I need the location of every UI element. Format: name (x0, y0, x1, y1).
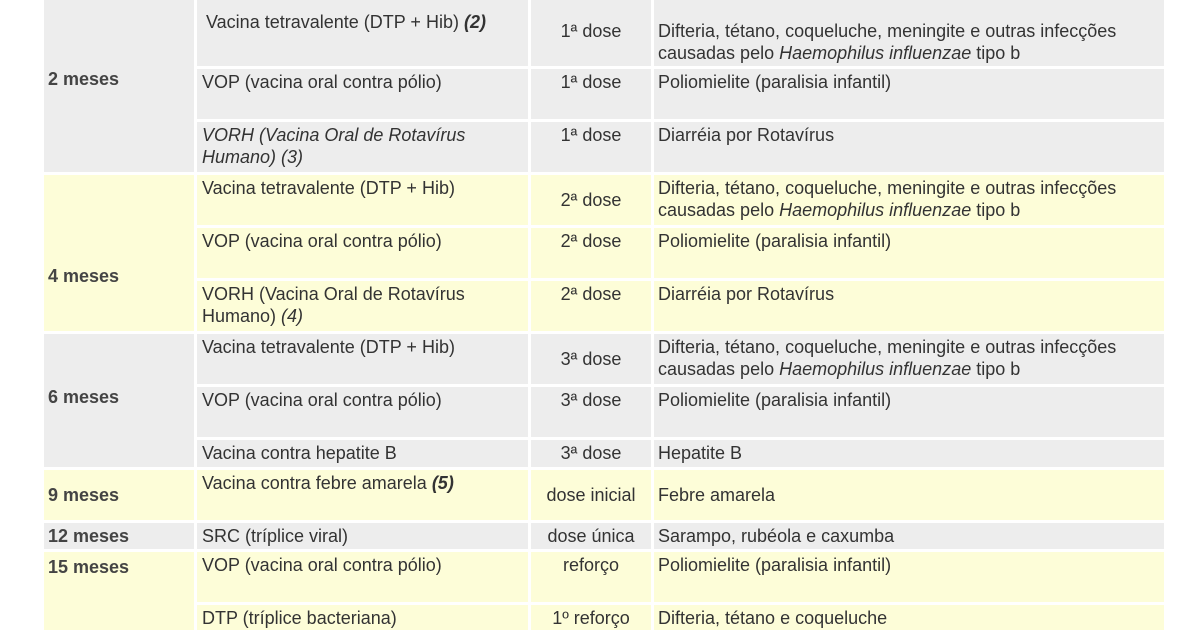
vaccine-footnote: (4) (281, 306, 304, 326)
vaccine-name: Vacina tetravalente (DTP + Hib) (206, 12, 459, 32)
disease-cell (654, 122, 1164, 172)
dose-label: 2ª dose (560, 231, 622, 251)
vaccine-cell (197, 387, 528, 437)
vaccine-name: VOP (vacina oral contra pólio) (202, 231, 442, 251)
vaccine-cell (197, 69, 528, 119)
vaccine-cell (197, 0, 528, 66)
vaccine-cell (197, 440, 528, 467)
dose-label: reforço (562, 555, 620, 575)
dose-cell (531, 228, 651, 278)
disease-text: Poliomielite (paralisia infantil) (658, 231, 892, 251)
pathogen-name: Haemophilus influenzae (779, 359, 972, 379)
vaccine-cell (197, 334, 528, 384)
vaccine-name: VOP (vacina oral contra pólio) (202, 555, 442, 575)
disease-text: Diarréia por Rotavírus (658, 125, 835, 145)
dose-cell (531, 122, 651, 172)
disease-cell (654, 281, 1164, 331)
vaccine-cell (197, 552, 528, 602)
dose-label: 3ª dose (560, 349, 622, 369)
disease-cell (654, 387, 1164, 437)
vaccine-name: Vacina contra hepatite B (202, 443, 397, 463)
disease-text: Poliomielite (paralisia infantil) (658, 555, 892, 575)
dose-cell (531, 281, 651, 331)
vaccine-name: SRC (tríplice viral) (202, 526, 349, 546)
vaccine-name: VOP (vacina oral contra pólio) (202, 390, 442, 410)
disease-cell (654, 228, 1164, 278)
dose-label: 3ª dose (560, 443, 622, 463)
dose-cell (531, 175, 651, 225)
age-label: 2 meses (48, 69, 120, 89)
disease-cell (654, 605, 1164, 630)
disease-cell (654, 440, 1164, 467)
age-label: 6 meses (48, 387, 120, 407)
vaccine-name: Vacina tetravalente (DTP + Hib) (202, 178, 455, 198)
vaccine-name: VORH (Vacina Oral de Rotavírus Humano) (3) (202, 125, 466, 167)
vaccine-name: VORH (Vacina Oral de Rotavírus Humano) (202, 284, 465, 326)
disease-text: Diarréia por Rotavírus (658, 284, 835, 304)
dose-label: 2ª dose (560, 190, 622, 210)
dose-label: 3ª dose (560, 390, 622, 410)
pathogen-name: Haemophilus influenzae (779, 43, 972, 63)
disease-text-suffix: tipo b (971, 43, 1021, 63)
disease-cell (654, 523, 1164, 549)
dose-label: dose inicial (546, 485, 636, 505)
vaccine-name: Vacina contra febre amarela (202, 473, 427, 493)
vaccine-footnote: (2) (463, 12, 486, 32)
dose-cell (531, 440, 651, 467)
dose-cell (531, 605, 651, 630)
disease-cell (654, 470, 1164, 520)
vaccine-cell (197, 523, 528, 549)
disease-text: Hepatite B (658, 443, 743, 463)
dose-cell (531, 470, 651, 520)
vaccine-cell (197, 470, 528, 520)
disease-text: Difteria, tétano, coqueluche, meningite e outras infecções causadas pelo (658, 21, 1117, 63)
dose-label: 1º reforço (552, 608, 630, 628)
vaccine-cell (197, 122, 528, 172)
age-cell (44, 0, 194, 172)
disease-cell (654, 175, 1164, 225)
age-label: 4 meses (48, 266, 120, 286)
age-label: 15 meses (48, 557, 130, 577)
age-cell (44, 552, 194, 630)
vaccine-cell (197, 228, 528, 278)
age-cell (44, 470, 194, 520)
vaccine-cell (197, 175, 528, 225)
dose-cell (531, 0, 651, 66)
vaccine-name: DTP (tríplice bacteriana) (202, 608, 397, 628)
pathogen-name: Haemophilus influenzae (779, 200, 972, 220)
disease-text: Difteria, tétano, coqueluche, meningite e outras infecções causadas pelo (658, 337, 1117, 379)
age-cell (44, 523, 194, 549)
disease-cell (654, 69, 1164, 119)
disease-text: Febre amarela (658, 485, 776, 505)
disease-text: Poliomielite (paralisia infantil) (658, 390, 892, 410)
dose-cell (531, 387, 651, 437)
age-label: 12 meses (48, 526, 130, 546)
dose-cell (531, 334, 651, 384)
dose-cell (531, 552, 651, 602)
dose-label: 1ª dose (560, 125, 622, 145)
disease-cell (654, 552, 1164, 602)
disease-text-suffix: tipo b (971, 200, 1021, 220)
vaccine-name: VOP (vacina oral contra pólio) (202, 72, 442, 92)
vaccine-cell (197, 605, 528, 630)
disease-text: Poliomielite (paralisia infantil) (658, 72, 892, 92)
dose-label: 1ª dose (560, 21, 622, 41)
disease-text: Difteria, tétano, coqueluche, meningite e outras infecções causadas pelo (658, 178, 1117, 220)
disease-cell (654, 0, 1164, 66)
vaccine-footnote: (5) (431, 473, 454, 493)
vaccine-name: Vacina tetravalente (DTP + Hib) (202, 337, 455, 357)
disease-text: Sarampo, rubéola e caxumba (658, 526, 895, 546)
age-label: 9 meses (48, 485, 120, 505)
disease-text-suffix: tipo b (971, 359, 1021, 379)
dose-label: 2ª dose (560, 284, 622, 304)
dose-label: 1ª dose (560, 72, 622, 92)
disease-cell (654, 334, 1164, 384)
dose-label: dose única (547, 526, 635, 546)
dose-cell (531, 523, 651, 549)
age-cell (44, 334, 194, 467)
age-cell (44, 175, 194, 331)
dose-cell (531, 69, 651, 119)
vaccine-cell (197, 281, 528, 331)
disease-text: Difteria, tétano e coqueluche (658, 608, 888, 628)
